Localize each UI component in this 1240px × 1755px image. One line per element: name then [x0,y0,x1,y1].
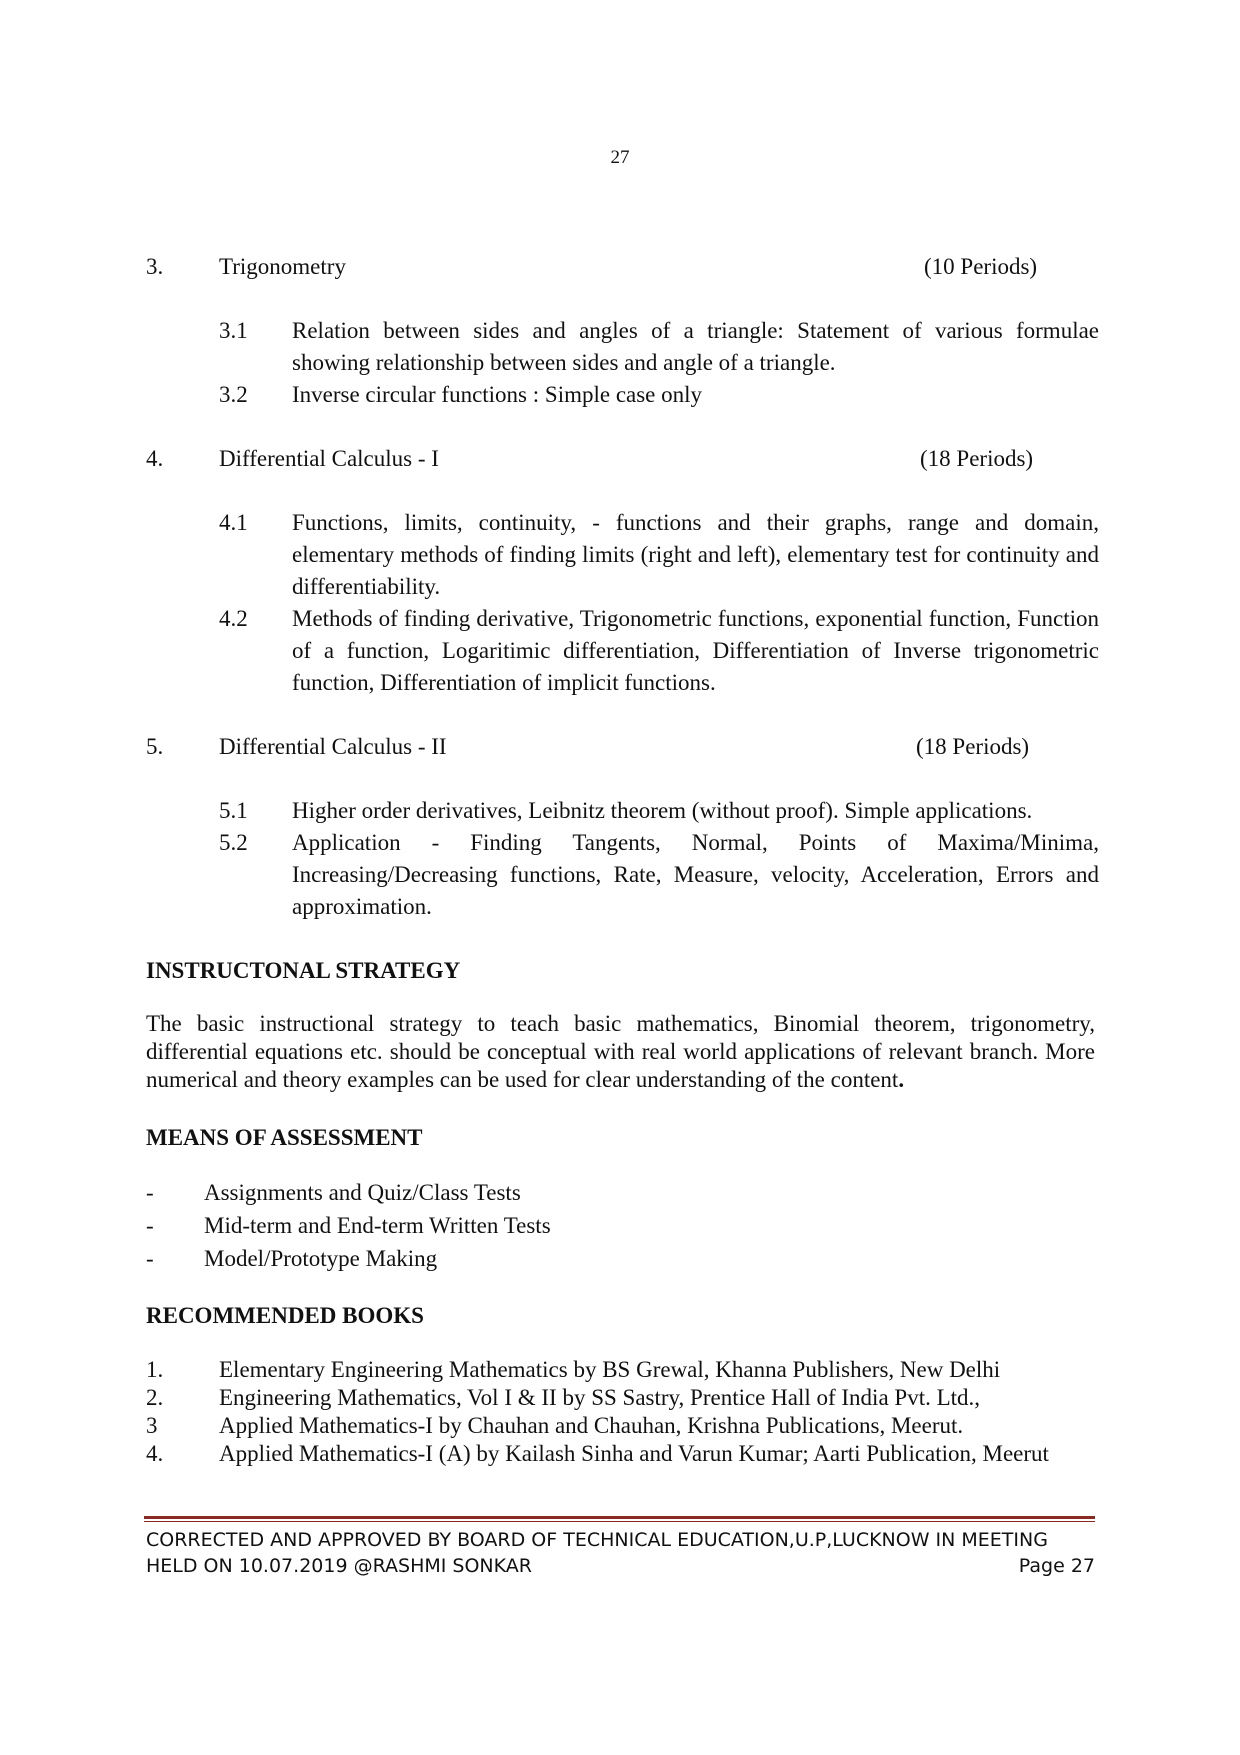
footer-line-2: HELD ON 10.07.2019 @RASHMI SONKAR [146,1555,532,1577]
subtopic [146,603,1099,699]
book-text: Applied Mathematics-I (A) by Kailash Sinha and Varun Kumar; Aarti Publication, Meerut [219,1441,1049,1466]
subtopic-text: Application - Finding Tangents, Normal, Points of Maxima/Minima, Increasing/Decreasing functions, Rate, Measure, velocity, Acceleration, Errors and approximation. [292,830,1099,919]
book-item [146,1412,1095,1440]
section-periods: (18 Periods) [916,734,1030,759]
subtopic-text: Functions, limits, continuity, - functions and their graphs, range and domain, elementary methods of finding limits (right and left), elementary test for continuity and differentiability. [292,510,1099,599]
instructional-strategy-text [146,1010,1095,1094]
section-differential-calculus-2 [146,731,1099,919]
section-heading [146,443,1051,475]
bullet-dash: - [146,1180,154,1205]
bullet-dash: - [146,1246,154,1271]
books-heading: RECOMMENDED BOOKS [146,1303,424,1328]
footer-divider-thin [144,1521,1095,1522]
list-item-text: Assignments and Quiz/Class Tests [204,1180,521,1205]
instructional-strategy-body: The basic instructional strategy to teach basic mathematics, Binomial theorem, trigonometry, differential equations etc. should be conceptual with real world applications of relevant branch. More numerical and theory examples can be used for clear understanding of the content [146,1011,1095,1092]
bullet-dash: - [146,1213,154,1238]
section-trigonometry [146,251,1099,407]
subtopic-number: 5.2 [219,830,248,855]
subtopic-text: Relation between sides and angles of a triangle: Statement of various formulae showing relationship between sides and angle of a triangle. [292,318,1099,375]
subtopic [146,379,1051,411]
subtopic-number: 3.1 [219,318,248,343]
subtopic [146,795,1051,827]
subtopic-number: 4.1 [219,510,248,535]
subtopic-text: Methods of finding derivative, Trigonometric functions, exponential function, Function of a function, Logaritimic differentiation, Differentiation of Inverse trigonometric function, Differentiation of implicit functions. [292,606,1099,695]
instructional-strategy-end: . [898,1067,905,1092]
book-item [146,1356,1095,1384]
section-number: 5. [146,734,164,759]
book-text: Elementary Engineering Mathematics by BS Grewal, Khanna Publishers, New Delhi [219,1357,1001,1382]
footer-divider [144,1516,1095,1519]
subtopic-text: Higher order derivatives, Leibnitz theorem (without proof). Simple applications. [292,798,1033,823]
section-heading [146,731,1051,763]
list-item [146,1176,1095,1209]
book-text: Engineering Mathematics, Vol I & II by SS Sastry, Prentice Hall of India Pvt. Ltd., [219,1385,981,1410]
footer [146,1527,1095,1579]
section-periods: (18 Periods) [920,446,1034,471]
subtopic [146,315,1099,379]
book-number: 1. [146,1357,164,1382]
subtopic [146,507,1099,603]
section-number: 3. [146,254,164,279]
section-differential-calculus-1 [146,443,1099,695]
book-item [146,1440,1095,1468]
section-heading [146,251,1051,283]
subtopic [146,827,1099,923]
books-list [146,1356,1095,1468]
assessment-heading: MEANS OF ASSESSMENT [146,1125,423,1150]
subtopic-number: 3.2 [219,382,248,407]
subtopic-number: 4.2 [219,606,248,631]
footer-line-1: CORRECTED AND APPROVED BY BOARD OF TECHNICAL EDUCATION,U.P,LUCKNOW IN MEETING [146,1529,1048,1551]
page-number: 27 [610,147,630,168]
subtopic-text: Inverse circular functions : Simple case only [292,382,703,407]
assessment-list [146,1176,1095,1275]
list-item [146,1242,1095,1275]
book-text: Applied Mathematics-I by Chauhan and Chauhan, Krishna Publications, Meerut. [219,1413,964,1438]
section-title: Differential Calculus - II [219,734,447,759]
footer-page-label: Page 27 [1018,1555,1095,1577]
book-number: 2. [146,1385,164,1410]
book-item [146,1384,1095,1412]
list-item-text: Model/Prototype Making [204,1246,438,1271]
subtopic-number: 5.1 [219,798,248,823]
list-item [146,1209,1095,1242]
book-number: 3 [146,1413,158,1438]
section-title: Trigonometry [219,254,346,279]
footer-line-2-row [146,1553,1095,1579]
section-periods: (10 Periods) [924,254,1038,279]
instructional-strategy-heading: INSTRUCTONAL STRATEGY [146,958,461,983]
book-number: 4. [146,1441,164,1466]
list-item-text: Mid-term and End-term Written Tests [204,1213,551,1238]
section-number: 4. [146,446,164,471]
section-title: Differential Calculus - I [219,446,439,471]
